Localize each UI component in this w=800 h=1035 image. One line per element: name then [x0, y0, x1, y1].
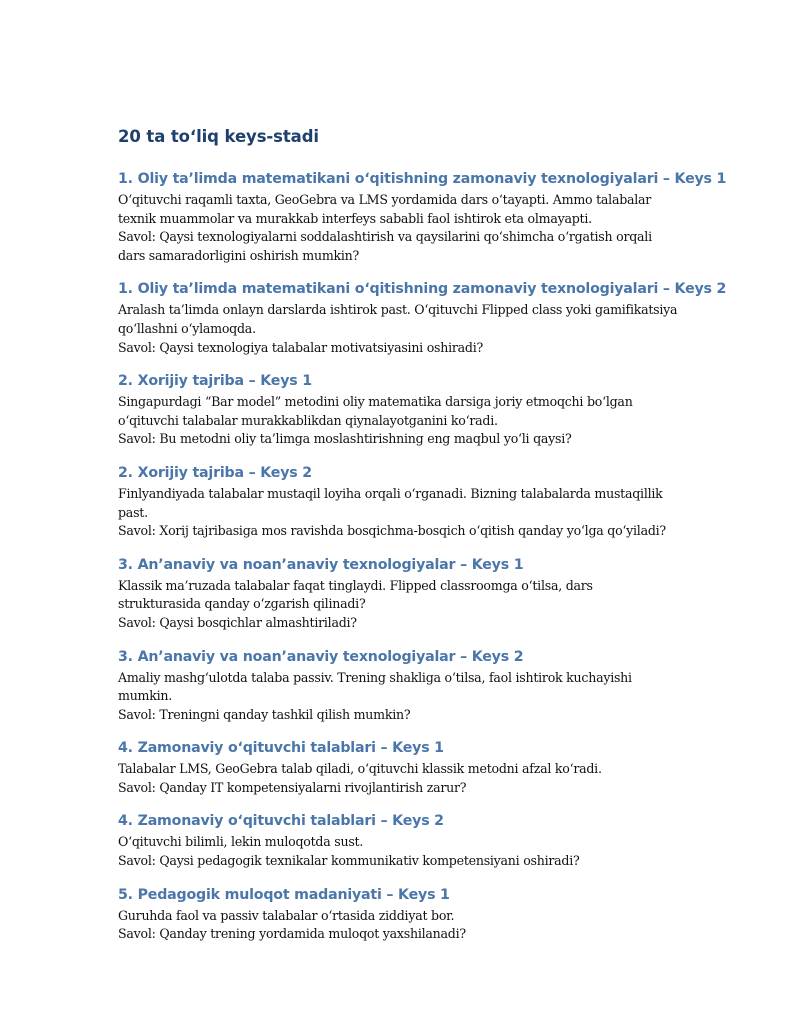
case-question: Savol: Qaysi texnologiya talabalar motivatsiyasini oshiradi?: [118, 339, 484, 355]
case-section: [118, 371, 678, 449]
case-heading: 2. Xorijiy tajriba – Keys 2: [118, 464, 312, 481]
case-section: [118, 169, 727, 265]
case-description: Oʻqituvchi raqamli taxta, GeoGebra va LMS yordamida dars oʻtayapti. Ammo talabalar texnik muammolar va murakkab interfeys sababli faol ishtirok eta olmayapti.: [118, 192, 652, 226]
case-heading: 5. Pedagogik muloqot madaniyati – Keys 1: [118, 886, 450, 903]
case-question: Savol: Xorij tajribasiga mos ravishda bosqichma-bosqich oʻqitish qanday yoʻlga qoʻyiladi?: [118, 523, 666, 539]
case-description: Amaliy mashgʻulotda talaba passiv. Trening shakliga oʻtilsa, faol ishtirok kuchayishi mumkin.: [118, 669, 632, 704]
case-description: Aralash ta’limda onlayn darslarda ishtirok past. Oʻqituvchi Flipped class yoki gamifikatsiya qoʻllashni oʻylamoqda.: [118, 302, 678, 336]
case-heading: 4. Zamonaviy oʻqituvchi talablari – Keys 2: [118, 813, 444, 830]
case-description: Klassik ma’ruzada talabalar faqat tinglaydi. Flipped classroomga oʻtilsa, dars strukturasida qanday oʻzgarish qilinadi?: [118, 577, 593, 612]
case-description: Oʻqituvchi bilimli, lekin muloqotda sust.: [118, 834, 364, 850]
case-heading: 3. An’anaviy va noan’anaviy texnologiyalar – Keys 1: [118, 556, 524, 573]
case-section: [118, 463, 678, 541]
case-section: [118, 555, 678, 633]
case-question: Savol: Qanday trening yordamida muloqot yaxshilanadi?: [118, 926, 466, 942]
document-content: [118, 127, 727, 958]
case-heading: 2. Xorijiy tajriba – Keys 1: [118, 373, 312, 390]
case-description: Singapurdagi “Bar model” metodini oliy matematika darsiga joriy etmoqchi boʻlgan oʻqituvchi talabalar murakkablikdan qiynalayotganini koʻradi.: [118, 394, 633, 428]
case-heading: 3. An’anaviy va noan’anaviy texnologiyalar – Keys 2: [118, 648, 524, 665]
case-question: Savol: Qaysi texnologiyalarni soddalashtirish va qaysilarini qoʻshimcha oʻrgatish orqali dars samaradorligini oshirish mumkin?: [118, 229, 652, 263]
case-question: Savol: Treningni qanday tashkil qilish mumkin?: [118, 706, 411, 722]
case-heading: 1. Oliy ta’limda matematikani oʻqitishning zamonaviy texnologiyalari – Keys 1: [118, 171, 727, 187]
case-section: [118, 738, 678, 797]
case-section: [118, 647, 678, 725]
case-heading: 4. Zamonaviy oʻqituvchi talablari – Keys 1: [118, 740, 444, 757]
case-section: [118, 811, 678, 870]
case-heading: 1. Oliy ta’limda matematikani oʻqitishning zamonaviy texnologiyalari – Keys 2: [118, 281, 727, 298]
case-question: Savol: Qaysi pedagogik texnikalar kommunikativ kompetensiyani oshiradi?: [118, 853, 580, 869]
case-section: [118, 885, 678, 944]
case-description: Guruhda faol va passiv talabalar oʻrtasida ziddiyat bor.: [118, 907, 455, 923]
case-question: Savol: Qaysi bosqichlar almashtiriladi?: [118, 614, 357, 630]
case-question: Savol: Qanday IT kompetensiyalarni rivojlantirish zarur?: [118, 779, 467, 795]
case-question: Savol: Bu metodni oliy ta’limga moslashtirishning eng maqbul yoʻli qaysi?: [118, 431, 572, 447]
case-section: [118, 279, 727, 357]
document-title: 20 ta toʻliq keys-stadi: [118, 127, 319, 146]
case-description: Finlyandiyada talabalar mustaqil loyiha orqali oʻrganadi. Bizning talabalarda mustaqillik past.: [118, 485, 663, 520]
case-description: Talabalar LMS, GeoGebra talab qiladi, oʻqituvchi klassik metodni afzal koʻradi.: [118, 761, 602, 777]
